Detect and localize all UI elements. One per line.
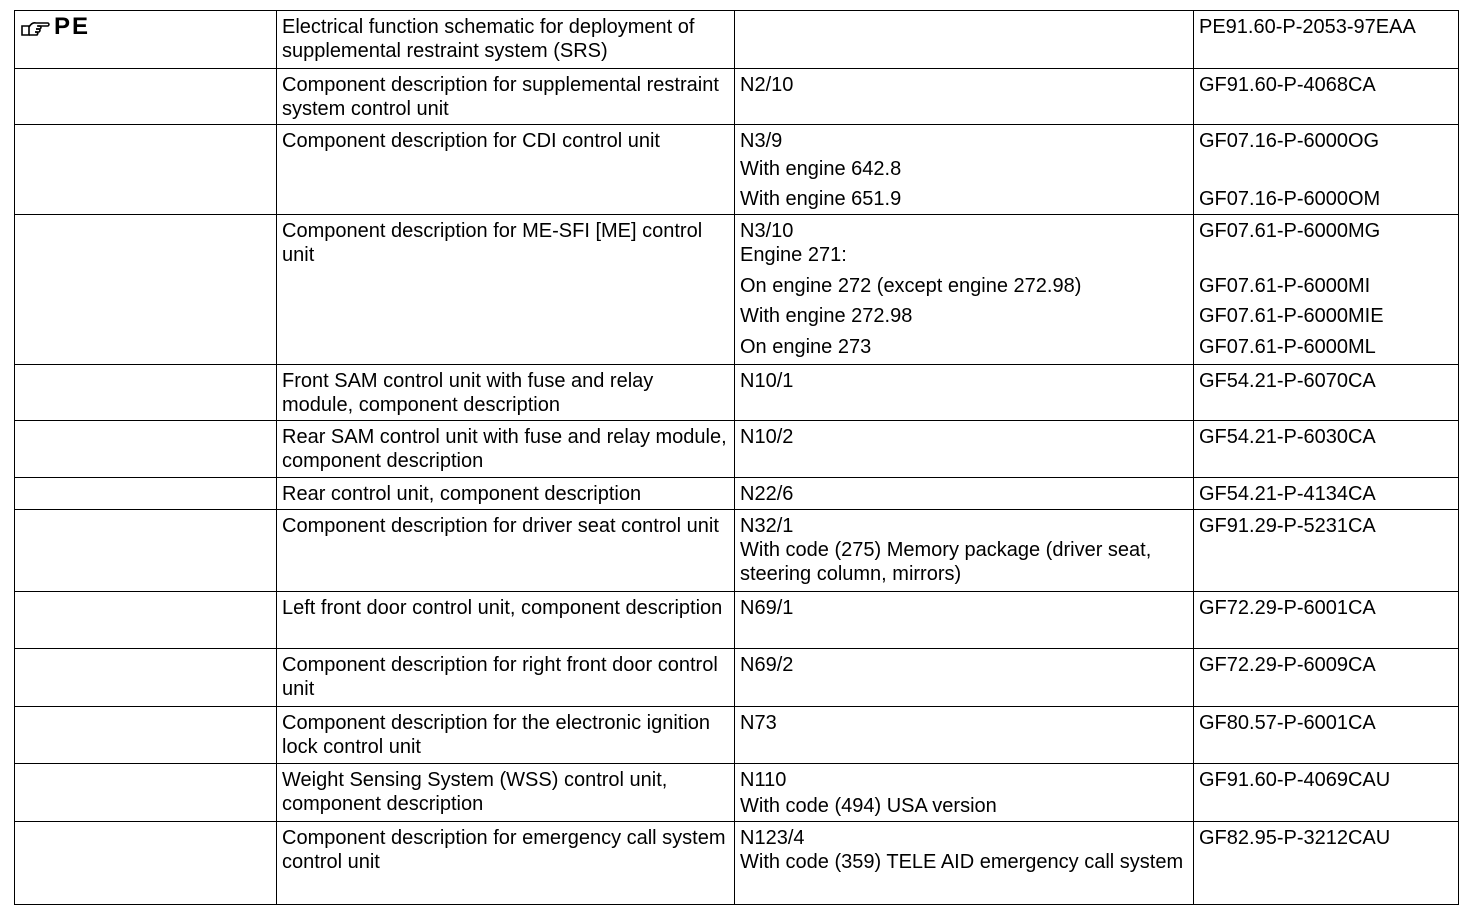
document-cell [1194,707,1459,764]
document-link[interactable]: GF72.29-P-6001CA [1199,597,1376,619]
document-link[interactable]: GF54.21-P-6030CA [1199,426,1376,448]
description-cell [277,365,735,421]
document-link[interactable]: GF07.61-P-6000MG [1199,220,1381,242]
document-cell [1194,421,1459,478]
description-text: Rear SAM control unit with fuse and relay module, component description [282,426,727,472]
document-cell [1194,649,1459,707]
marker-cell [15,11,277,69]
table-row [15,764,1459,822]
marker-cell [15,649,277,707]
component-cell [735,707,1194,764]
document-cell [1194,592,1459,649]
component-cell [735,764,1194,822]
marker-cell [15,421,277,478]
document-cell [1194,69,1459,125]
description-text: Component description for supplemental restraint system control unit [282,74,719,120]
marker-cell [15,707,277,764]
document-link[interactable]: GF07.61-P-6000MI [1199,275,1371,297]
component-variant: Engine 271: [740,244,847,266]
component-text: N3/9 [740,130,783,152]
component-variant: On engine 273 [740,336,872,358]
table-row [15,365,1459,421]
document-link[interactable]: GF82.95-P-3212CAU [1199,827,1391,849]
component-variant: With code (359) TELE AID emergency call system [740,851,1184,873]
document-cell [1194,764,1459,822]
component-text: N22/6 [740,483,794,505]
table-row [15,510,1459,592]
document-link[interactable]: GF07.61-P-6000MIE [1199,305,1384,327]
component-text: N110 [740,769,787,791]
component-text: N10/1 [740,370,794,392]
description-text: Component description for emergency call system control unit [282,827,726,873]
marker-cell [15,764,277,822]
description-text: Component description for driver seat control unit [282,515,719,537]
component-variant: With code (494) USA version [740,795,997,817]
pointing-hand-icon [20,17,50,37]
marker-cell [15,365,277,421]
component-text: N32/1 [740,515,794,537]
component-variant: With engine 651.9 [740,188,902,210]
component-variant: With code (275) Memory package (driver seat, steering column, mirrors) [740,539,1152,585]
description-cell [277,764,735,822]
document-link[interactable]: GF72.29-P-6009CA [1199,654,1376,676]
document-cell [1194,478,1459,510]
document-link[interactable]: PE91.60-P-2053-97EAA [1199,16,1416,38]
component-cell [735,822,1194,905]
description-cell [277,421,735,478]
component-text: N10/2 [740,426,794,448]
marker-cell [15,69,277,125]
description-cell [277,11,735,69]
component-cell [735,649,1194,707]
document-link[interactable]: GF80.57-P-6001CA [1199,712,1376,734]
description-cell [277,649,735,707]
marker-cell [15,822,277,905]
document-link[interactable] [1199,243,1453,267]
component-variant: With engine 642.8 [740,158,902,180]
component-variant: On engine 272 (except engine 272.98) [740,275,1082,297]
marker-cell [15,592,277,649]
table-row [15,478,1459,510]
component-cell [735,592,1194,649]
description-cell [277,215,735,365]
pe-marker-text: PE [54,13,91,40]
document-link[interactable]: GF07.16-P-6000OM [1199,188,1381,210]
description-text: Left front door control unit, component description [282,597,723,619]
table-row [15,421,1459,478]
description-cell [277,592,735,649]
document-link[interactable]: GF07.61-P-6000ML [1199,336,1376,358]
marker-cell [15,215,277,365]
document-link[interactable]: GF54.21-P-4134CA [1199,483,1376,505]
document-link[interactable]: GF91.60-P-4068CA [1199,74,1376,96]
component-text: N73 [740,712,777,734]
description-text: Component description for right front door control unit [282,654,718,700]
description-cell [277,478,735,510]
document-cell [1194,215,1459,365]
description-cell [277,69,735,125]
description-text: Component description for ME-SFI [ME] control unit [282,220,703,266]
component-cell [735,478,1194,510]
table-row [15,69,1459,125]
document-cell [1194,822,1459,905]
description-text: Component description for the electronic ignition lock control unit [282,712,711,758]
component-text: N123/4 [740,827,805,849]
description-text: Weight Sensing System (WSS) control unit, component description [282,769,668,815]
component-cell [735,421,1194,478]
component-cell [735,215,1194,365]
marker-cell [15,125,277,215]
component-text: N69/1 [740,597,794,619]
table-row [15,822,1459,905]
document-link[interactable]: GF54.21-P-6070CA [1199,370,1376,392]
table-row [15,649,1459,707]
component-cell [735,69,1194,125]
description-cell [277,125,735,215]
description-cell [277,822,735,905]
description-text: Rear control unit, component description [282,483,642,505]
table-row [15,592,1459,649]
component-reference-table [14,10,1459,905]
document-cell [1194,510,1459,592]
document-cell [1194,365,1459,421]
component-variant: With engine 272.98 [740,305,913,327]
document-cell [1194,125,1459,215]
table-row [15,707,1459,764]
table-row [15,215,1459,365]
description-text: Component description for CDI control unit [282,130,660,152]
pe-marker [20,15,90,39]
table-row [15,11,1459,69]
component-text: N3/10 [740,220,794,242]
description-cell [277,707,735,764]
document-link[interactable]: GF91.29-P-5231CA [1199,515,1376,537]
component-text: N2/10 [740,74,794,96]
table-row [15,125,1459,215]
component-cell [735,365,1194,421]
document-link[interactable] [1199,157,1453,181]
component-cell [735,11,1194,69]
marker-cell [15,478,277,510]
component-cell [735,510,1194,592]
document-link[interactable]: GF07.16-P-6000OG [1199,130,1380,152]
document-link[interactable]: GF91.60-P-4069CAU [1199,769,1391,791]
component-cell [735,125,1194,215]
component-text: N69/2 [740,654,794,676]
description-cell [277,510,735,592]
marker-cell [15,510,277,592]
description-text: Electrical function schematic for deployment of supplemental restraint system (SRS) [282,16,695,62]
document-cell [1194,11,1459,69]
description-text: Front SAM control unit with fuse and relay module, component description [282,370,654,416]
